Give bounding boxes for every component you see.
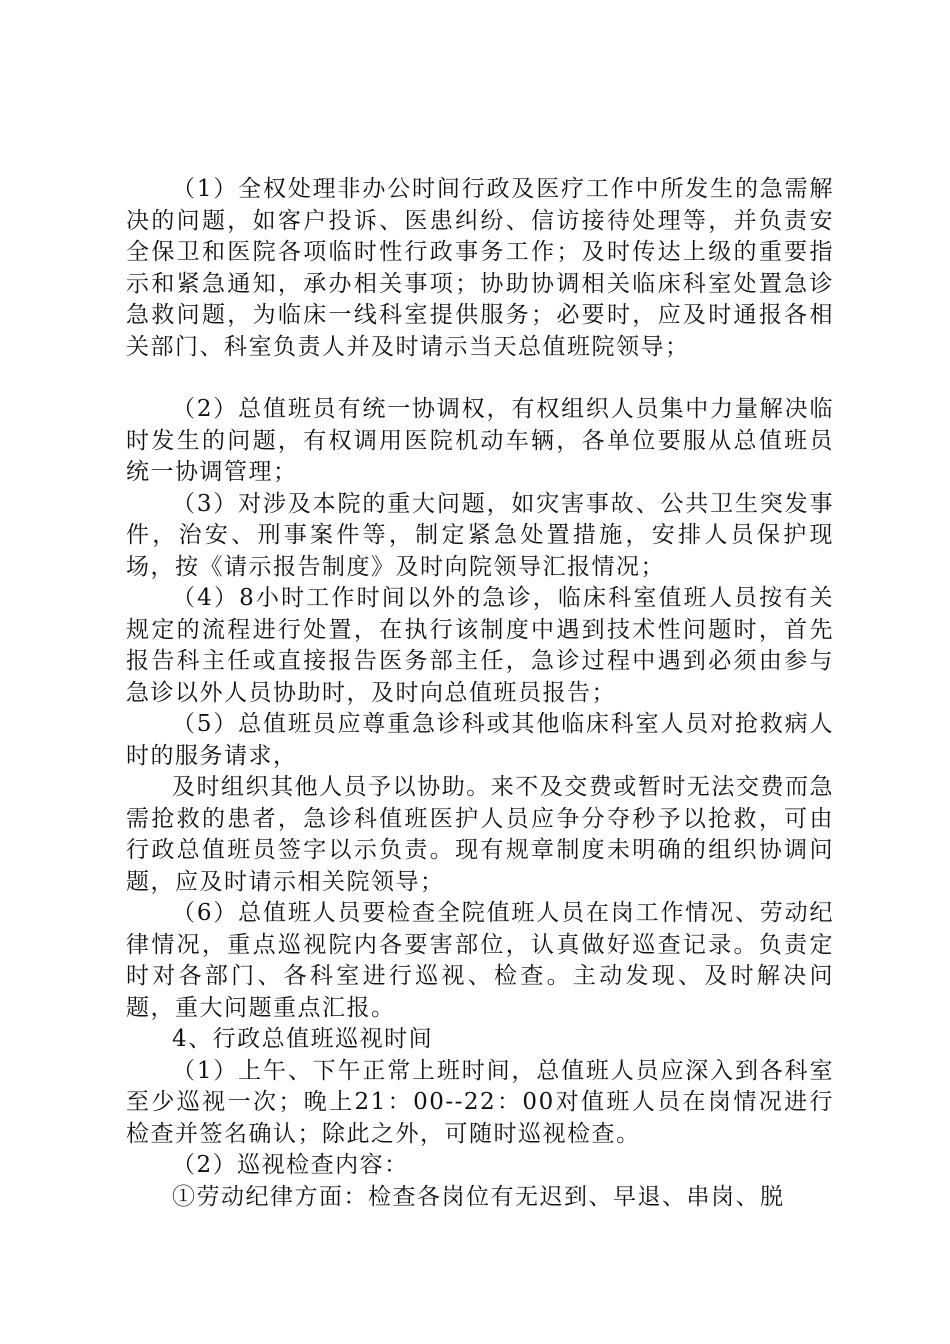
paragraph-duty-4: （4）8小时工作时间以外的急诊，临床科室值班人员按有关规定的流程进行处置，在执行该制度中遇到技术性问题时，首先报告科主任或直接报告医务部主任，急诊过程中遇到必须由参与急诊以外人员协助时，及时向总值班员报告； — [126, 585, 834, 706]
paragraph-duty-3: （3）对涉及本院的重大问题，如灾害事故、公共卫生突发事件，治安、刑事案件等，制定紧急处置措施，安排人员保护现场，按《请示报告制度》及时向院领导汇报情况； — [126, 490, 834, 580]
paragraph-duty-2: （2）总值班员有统一协调权，有权组织人员集中力量解决临时发生的问题，有权调用医院机动车辆，各单位要服从总值班员统一协调管理； — [126, 396, 834, 485]
paragraph-duty-1: （1）全权处理非办公时间行政及医疗工作中所发生的急需解决的问题，如客户投诉、医患纠纷、信访接待处理等，并负责安全保卫和医院各项临时性行政事务工作；及时传达上级的重要指示和紧急通知，承办相关事项；协助协调相关临床科室处置急诊急救问题，为临床一线科室提供服务；必要时，应及时通报各相关部门、科室负责人并及时请示当天总值班院领导； — [126, 176, 834, 360]
paragraph-patrol-1: （1）上午、下午正常上班时间，总值班人员应深入到各科室至少巡视一次；晚上21：00--22：00对值班人员在岗情况进行检查并签名确认；除此之外，可随时巡视检查。 — [126, 1057, 834, 1147]
paragraph-duty-5-continued: 及时组织其他人员予以协助。来不及交费或暂时无法交费而急需抢救的患者，急诊科值班医护人员应争分夺秒予以抢救，可由行政总值班员签字以示负责。现有规章制度未明确的组织协调问题，应及时请示相关院领导； — [126, 774, 834, 895]
section-heading-patrol-time: 4、行政总值班巡视时间 — [172, 1026, 434, 1052]
document-body — [126, 174, 834, 1213]
paragraph-labor-discipline: ①劳动纪律方面：检查各岗位有无迟到、早退、串岗、脱 — [172, 1183, 785, 1210]
paragraph-duty-5: （5）总值班员应尊重急诊科或其他临床科室人员对抢救病人时的服务请求， — [126, 711, 834, 769]
paragraph-patrol-2: （2）巡视检查内容： — [172, 1152, 409, 1178]
paragraph-duty-6: （6）总值班人员要检查全院值班人员在岗工作情况、劳动纪律情况，重点巡视院内各要害部位，认真做好巡查记录。负责定时对各部门、各科室进行巡视、检查。主动发现、及时解决问题，重大问题重点汇报。 — [126, 900, 834, 1021]
